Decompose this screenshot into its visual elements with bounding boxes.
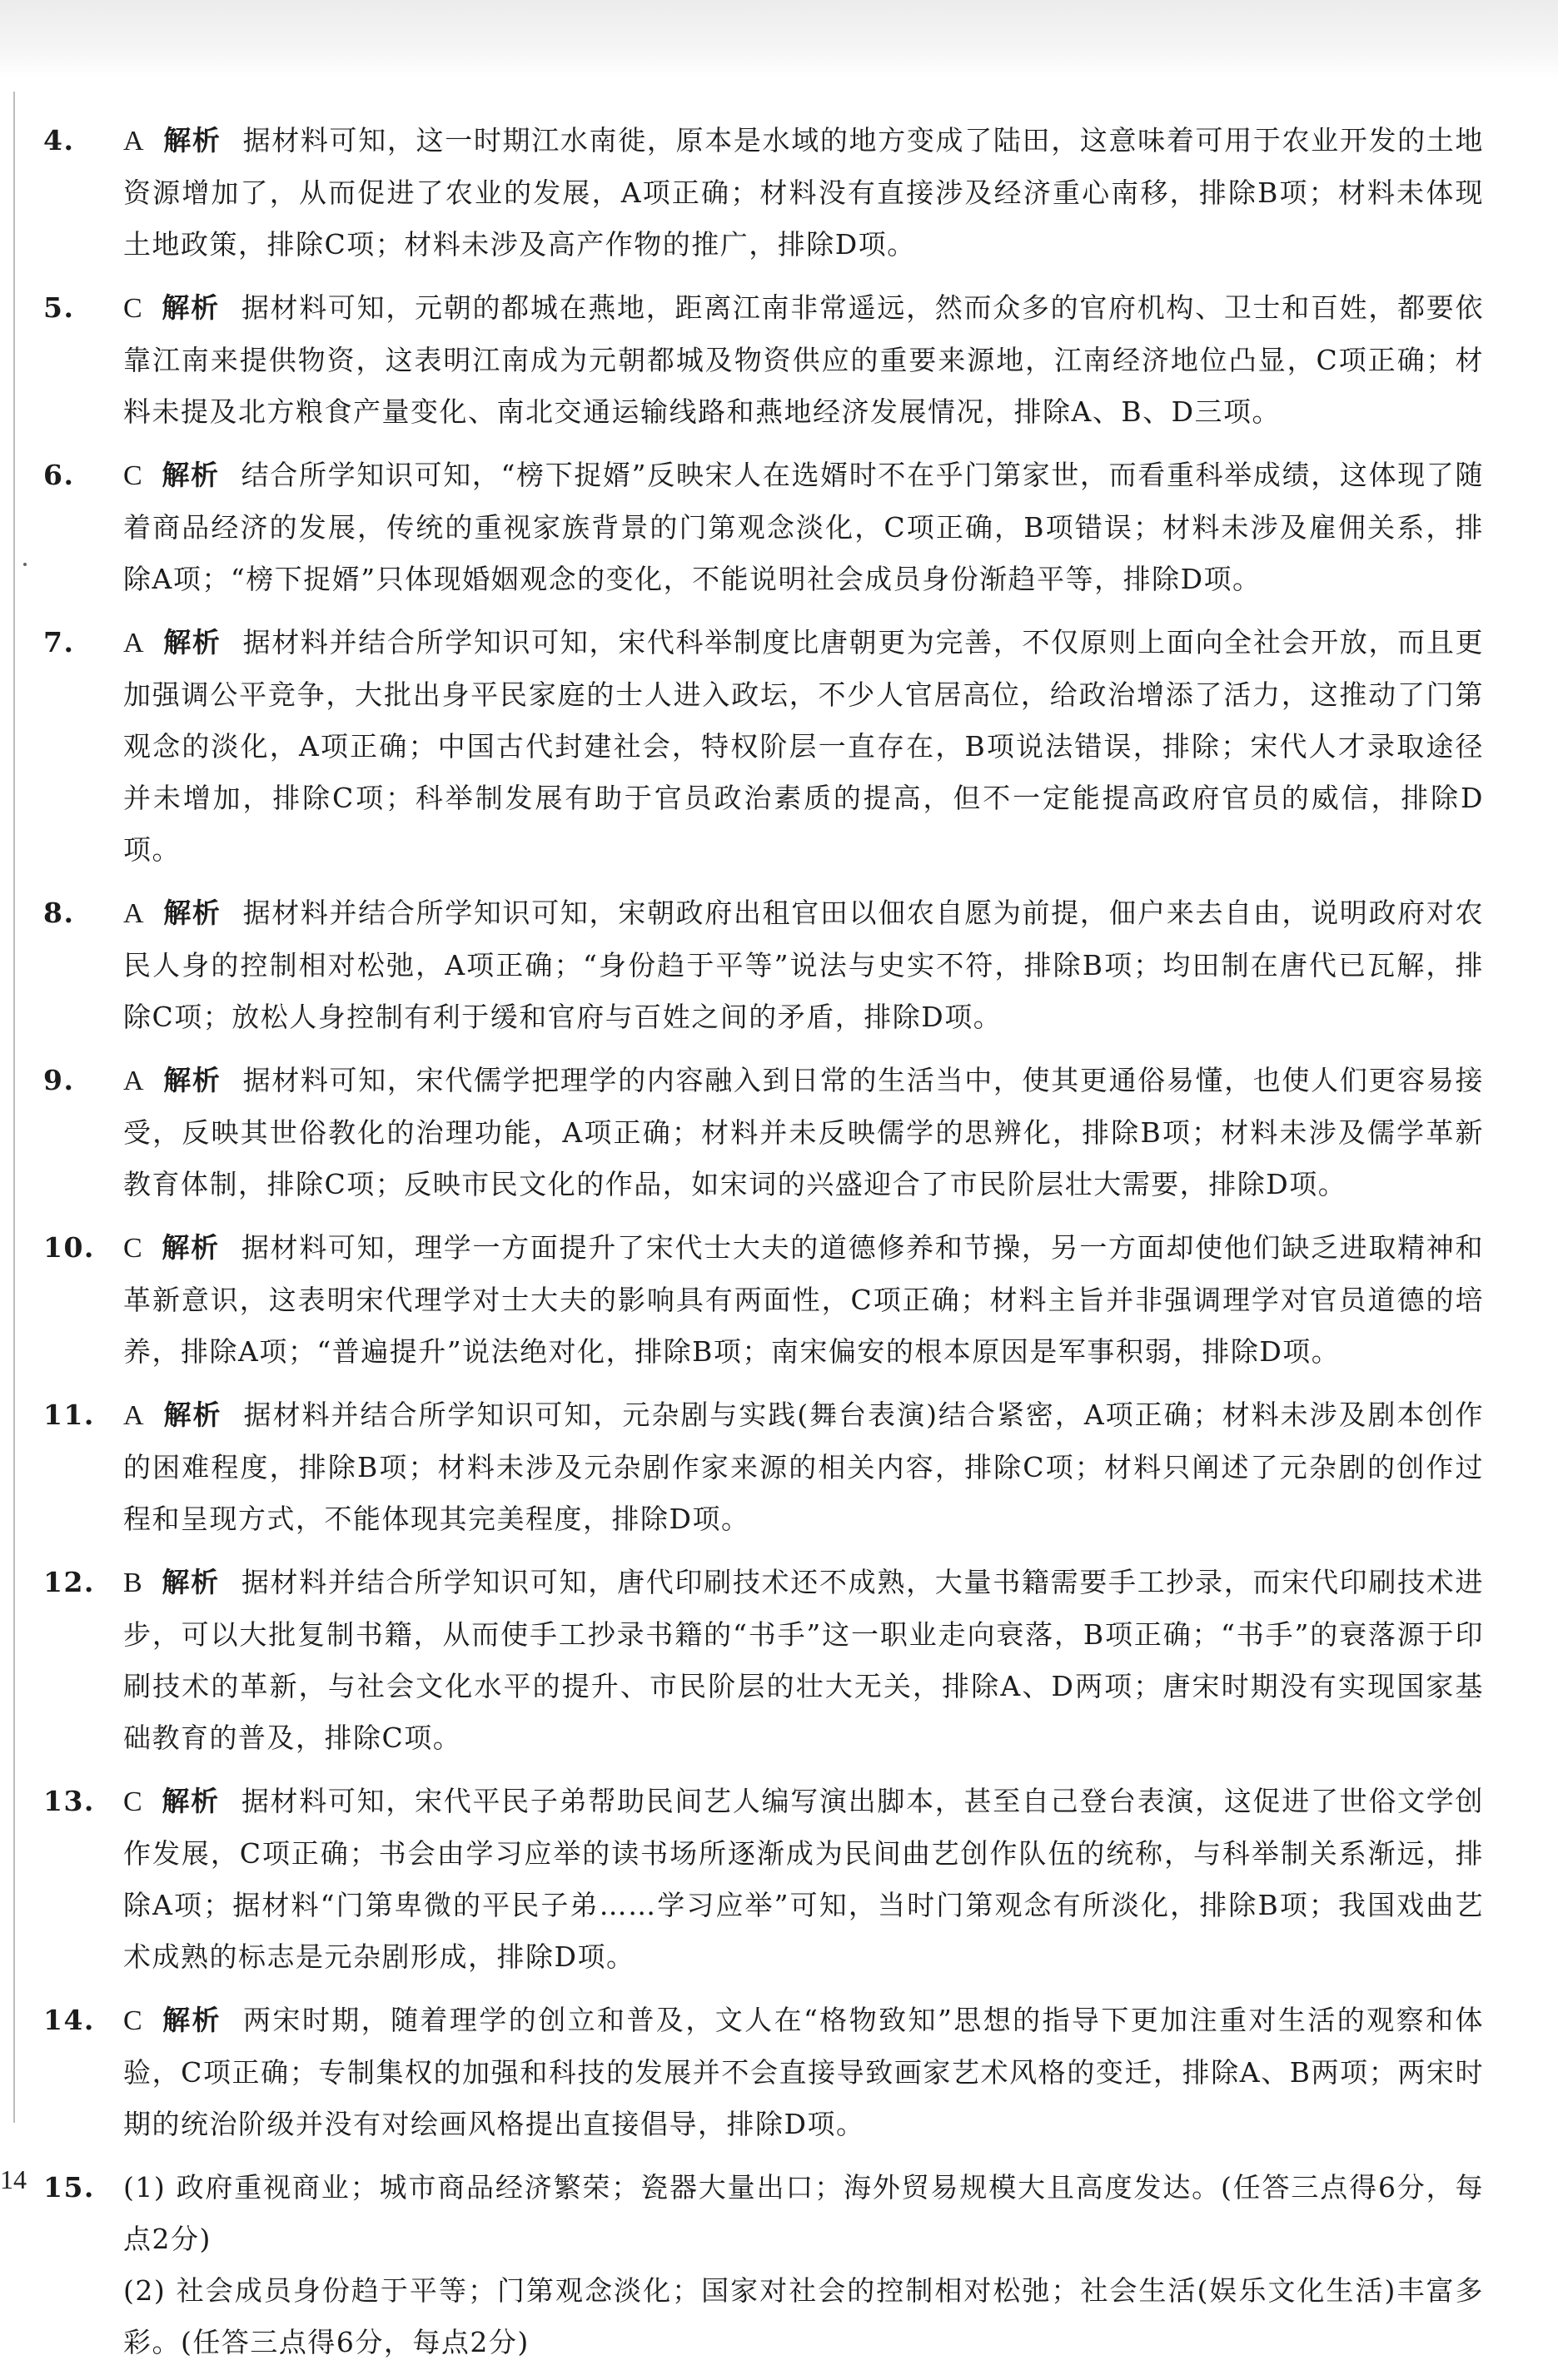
item-text: 据材料可知，理学一方面提升了宋代士大夫的道德修养和节操，另一方面却使他们缺乏进取精神和革新意识，这表明宋代理学对士大夫的影响具有两面性，C项正确；材料主旨并非强调理学对官员道德的培养，排除A项；“普遍提升”说法绝对化，排除B项；南宋偏安的根本原因是军事积弱，排除D项。	[123, 1231, 1485, 1368]
item-number: 10.	[43, 1231, 95, 1264]
analysis-tag: 解析	[163, 626, 222, 658]
item-number: 13.	[43, 1785, 95, 1817]
analysis-tag: 解析	[163, 1064, 222, 1096]
left-margin-rule	[13, 92, 15, 2123]
item-answer: C	[123, 1786, 144, 1817]
analysis-tag: 解析	[163, 897, 222, 929]
analysis-tag: 解析	[162, 1231, 220, 1264]
item-answer: A	[123, 898, 146, 929]
item15-part2: (2) 社会成员身份趋于平等；门第观念淡化；国家对社会的控制相对松弛；社会生活(娱乐文化生活)丰富多彩。(任答三点得6分，每点2分)	[123, 2274, 1484, 2358]
item-text: 据材料并结合所学知识可知，宋代科举制度比唐朝更为完善，不仅原则上面向全社会开放，而且更加强调公平竞争，大批出身平民家庭的士人进入政坛，不少人官居高位，给政治增添了活力，这推动了门第观念的淡化，A项正确；中国古代封建社会，特权阶层一直存在，B项说法错误，排除；宋代人才录取途径并未增加，排除C项；科举制发展有助于官员政治素质的提高，但不一定能提高政府官员的威信，排除D项。	[123, 626, 1485, 866]
item-text: 据材料并结合所学知识可知，唐代印刷技术还不成熟，大量书籍需要手工抄录，而宋代印刷技术进步，可以大批复制书籍，从而使手工抄录书籍的“书手”这一职业走向衰落，B项正确；“书手”的衰落源于印刷技术的革新，与社会文化水平的提升、市民阶层的壮大无关，排除A、D两项；唐宋时期没有实现国家基础教育的普及，排除C项。	[123, 1566, 1485, 1754]
item15-part1: (1) 政府重视商业；城市商品经济繁荣；瓷器大量出口；海外贸易规模大且高度发达。(任答三点得6分，每点2分)	[123, 2171, 1484, 2255]
item-text: 据材料可知，元朝的都城在燕地，距离江南非常遥远，然而众多的官府机构、卫士和百姓，都要依靠江南来提供物资，这表明江南成为元朝都城及物资供应的重要来源地，江南经济地位凸显，C项正确；材料未提及北方粮食产量变化、南北交通运输线路和燕地经济发展情况，排除A、B、D三项。	[123, 291, 1485, 428]
page-number: 14	[0, 2164, 27, 2194]
answer-item-10	[43, 1222, 1484, 1378]
item-text: 据材料并结合所学知识可知，元杂剧与实践(舞台表演)结合紧密，A项正确；材料未涉及剧本创作的困难程度，排除B项；材料未涉及元杂剧作家来源的相关内容，排除C项；材料只阐述了元杂剧的创作过程和呈现方式，不能体现其完美程度，排除D项。	[123, 1399, 1484, 1535]
analysis-tag: 解析	[162, 459, 220, 491]
item-number: 4.	[43, 124, 75, 157]
answer-item-9	[43, 1055, 1484, 1210]
item-text: 两宋时期，随着理学的创立和普及，文人在“格物致知”思想的指导下更加注重对生活的观察和体验，C项正确；专制集权的加强和科技的发展并不会直接导致画家艺术风格的变迁，排除A、B两项；两宋时期的统治阶级并没有对绘画风格提出直接倡导，排除D项。	[123, 2004, 1485, 2140]
analysis-tag: 解析	[162, 1566, 220, 1598]
item-number: 7.	[43, 626, 75, 658]
answer-item-15	[43, 2162, 1484, 2368]
analysis-tag: 解析	[163, 1399, 222, 1431]
answer-item-4	[43, 115, 1484, 271]
item-number: 9.	[43, 1064, 75, 1096]
answer-item-8	[43, 887, 1484, 1043]
stray-dot-mark	[23, 563, 27, 566]
analysis-tag: 解析	[162, 291, 220, 324]
item-answer: A	[123, 126, 146, 157]
analysis-tag: 解析	[163, 124, 222, 157]
analysis-tag: 解析	[162, 2004, 222, 2036]
item-answer: C	[123, 460, 144, 491]
item-text: 据材料并结合所学知识可知，宋朝政府出租官田以佃农自愿为前提，佃户来去自由，说明政府对农民人身的控制相对松弛，A项正确；“身份趋于平等”说法与史实不符，排除B项；均田制在唐代已瓦解，排除C项；放松人身控制有利于缓和官府与百姓之间的矛盾，排除D项。	[123, 897, 1485, 1033]
item-answer: A	[123, 1400, 146, 1431]
item-text: 据材料可知，宋代儒学把理学的内容融入到日常的生活当中，使其更通俗易懂，也使人们更容易接受，反映其世俗教化的治理功能，A项正确；材料并未反映儒学的思辨化，排除B项；材料未涉及儒学革新教育体制，排除C项；反映市民文化的作品，如宋词的兴盛迎合了市民阶层壮大需要，排除D项。	[123, 1064, 1485, 1200]
answer-item-6	[43, 450, 1484, 605]
item-text: 据材料可知，这一时期江水南徙，原本是水域的地方变成了陆田，这意味着可用于农业开发的土地资源增加了，从而促进了农业的发展，A项正确；材料没有直接涉及经济重心南移，排除B项；材料未体现土地政策，排除C项；材料未涉及高产作物的推广，排除D项。	[123, 124, 1485, 261]
scan-top-shading	[0, 0, 1558, 79]
item-answer: A	[123, 1066, 146, 1096]
item-number: 6.	[43, 459, 75, 491]
answer-explanations	[43, 115, 1484, 2380]
item-text: 结合所学知识可知，“榜下捉婿”反映宋人在选婿时不在乎门第家世，而看重科举成绩，这体现了随着商品经济的发展，传统的重视家族背景的门第观念淡化，C项正确，B项错误；材料未涉及雇佣关系，排除A项；“榜下捉婿”只体现婚姻观念的变化，不能说明社会成员身份渐趋平等，排除D项。	[123, 459, 1484, 595]
answer-item-13	[43, 1776, 1484, 1983]
item-number: 8.	[43, 897, 75, 929]
item-number: 5.	[43, 291, 75, 324]
answer-item-7	[43, 617, 1484, 876]
answer-item-5	[43, 282, 1484, 438]
item-number: 11.	[43, 1399, 95, 1431]
item-text: 据材料可知，宋代平民子弟帮助民间艺人编写演出脚本，甚至自己登台表演，这促进了世俗文学创作发展，C项正确；书会由学习应举的读书场所逐渐成为民间曲艺创作队伍的统称，与科举制关系渐远，排除A项；据材料“门第卑微的平民子弟……学习应举”可知，当时门第观念有所淡化，排除B项；我国戏曲艺术成熟的标志是元杂剧形成，排除D项。	[123, 1785, 1485, 1973]
item-number: 15.	[43, 2171, 95, 2204]
answer-item-11	[43, 1389, 1484, 1545]
item-answer: A	[123, 628, 146, 658]
answer-item-12	[43, 1557, 1484, 1764]
item-number: 14.	[43, 2004, 95, 2036]
item-answer: C	[123, 293, 144, 324]
item-answer: C	[123, 1233, 144, 1264]
item-answer: B	[123, 1568, 144, 1598]
answer-item-14	[43, 1995, 1484, 2150]
item-answer: C	[123, 2005, 144, 2036]
item-number: 12.	[43, 1566, 95, 1598]
analysis-tag: 解析	[162, 1785, 220, 1817]
